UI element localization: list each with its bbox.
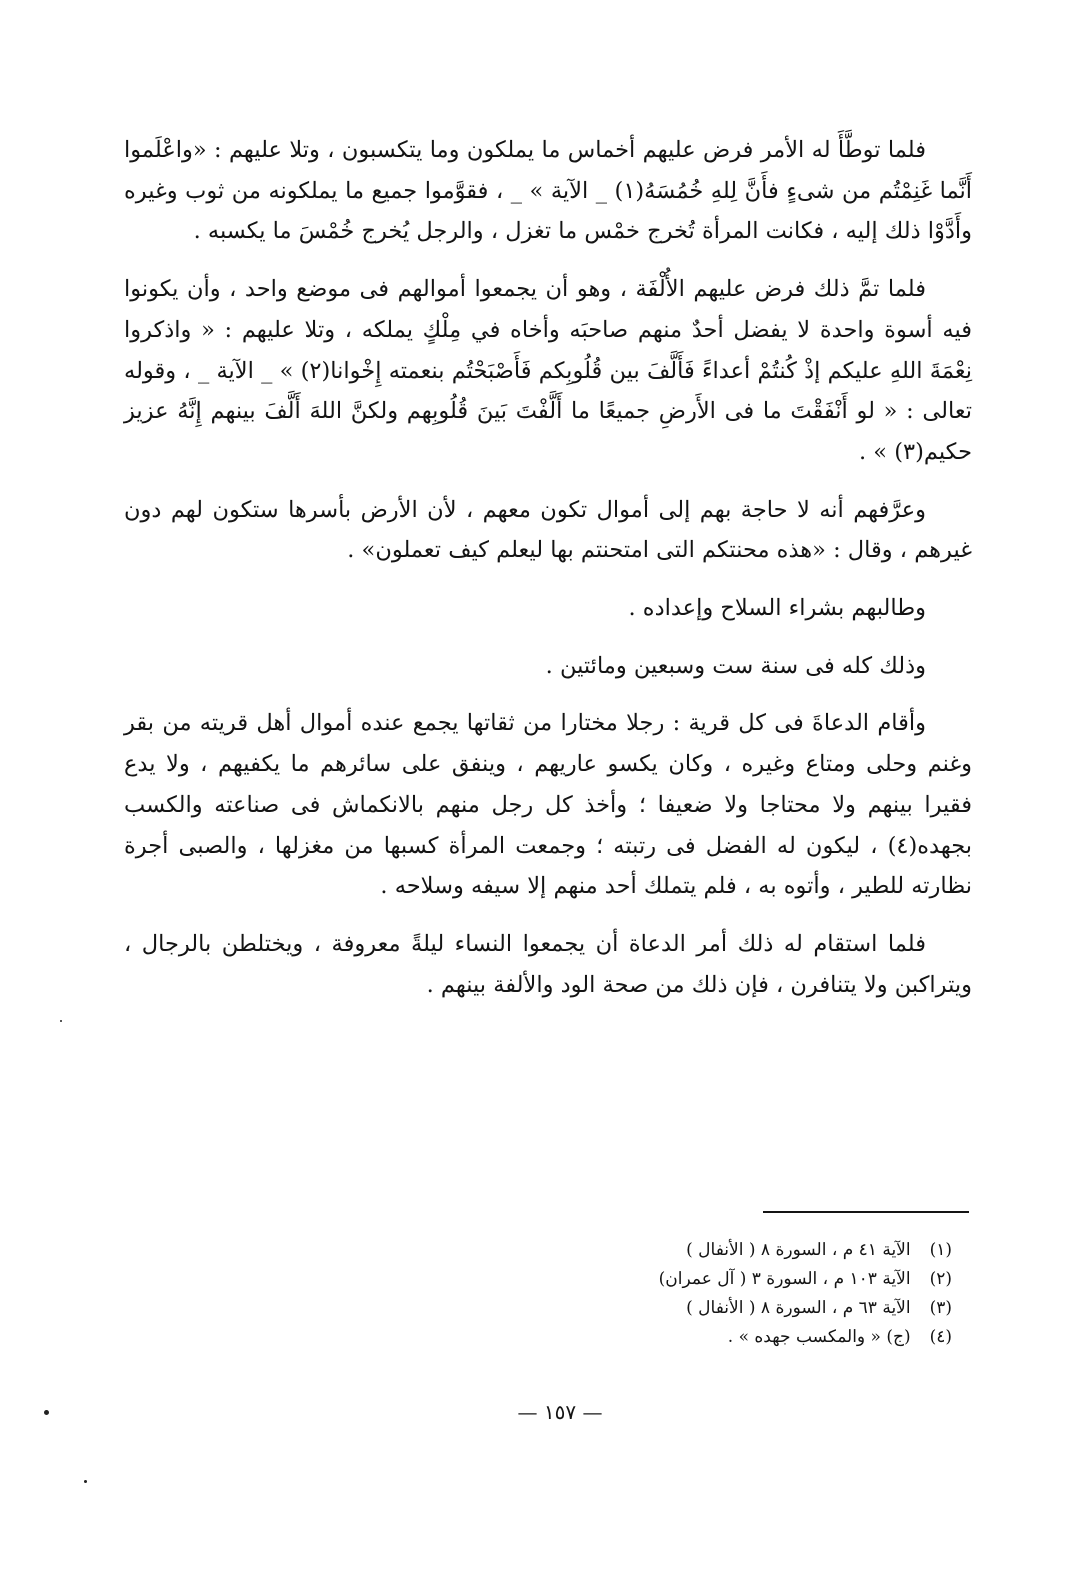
paragraph-7: فلما استقام له ذلك أمر الدعاة أن يجمعوا النساء ليلةً معروفة ، ويختلطن بالرجال ، ويتراكبن ولا يتنافرن ، فإن ذلك من صحة الود والألفة بينهم . [124, 930, 972, 998]
paragraph-3: وعرَّفهم أنه لا حاجة بهم إلى أموال تكون معهم ، لأن الأرض بأسرها ستكون لهم دون غيرهم ، وقال : «هذه محنتكم التى امتحنتم بها ليعلم كيف تعملون» . [124, 496, 972, 564]
footnote-separator [763, 1211, 969, 1213]
page-number: — ١٥٧ — [517, 1400, 603, 1424]
footnote-number: (٢) [929, 1269, 952, 1289]
footnote-number: (١) [929, 1240, 952, 1260]
scan-speck [44, 1410, 49, 1415]
paragraph-5: وذلك كله فى سنة ست وسبعين ومائتين . [545, 652, 926, 679]
footnote-2 [400, 1265, 952, 1294]
body-text [124, 130, 972, 1022]
paragraph-6: وأقام الدعاةَ فى كل قرية : رجلا مختارا من ثقاتها يجمع عنده أموال أهل قريته من بقر وغنم وحلى ومتاع وغيره ، وكان يكسو عاريهم ، وينفق على سائرهم ما يكفيهم ، ولا يدع فقيرا بينهم ولا محتاجا ولا ضعيفا ؛ وأخذ كل رجل منهم بالانكماش فى صناعته والكسب بجهده(٤) ، ليكون له الفضل فى رتبته ؛ وجمعت المرأة كسبها من مغزلها ، والصبى أجرة نظارته للطير ، وأتوه به ، فلم يتملك أحد منهم إلا سيفه وسلاحه . [124, 710, 972, 900]
footnote-text: الآية ٤١ م ، السورة ٨ ( الأنفال ) [686, 1240, 911, 1260]
footnote-1 [400, 1236, 952, 1265]
scan-speck [84, 1480, 87, 1483]
footnote-text: الآية ٦٣ م ، السورة ٨ ( الأنفال ) [686, 1298, 911, 1318]
scan-speck [60, 1020, 62, 1022]
footnote-number: (٤) [929, 1327, 952, 1347]
paragraph-4: وطالبهم بشراء السلاح وإعداده . [628, 595, 926, 622]
paragraph-2: فلما تمَّ ذلك فرض عليهم الأُلْفَة ، وهو أن يجمعوا أموالهم فى موضع واحد ، وأن يكونوا فيه أسوة واحدة لا يفضل أحدٌ منهم صاحبَه وأخاه في مِلْكٍ يملكه ، وتلا عليهم : « واذكروا نِعْمَةَ اللهِ عليكم إذْ كُنتُمْ أعداءً فَأَلَّفَ بين قُلُوبِكم فَأَصْبَحْتُم بنعمته إِخْوانا(٢) » _ الآية _ ، وقوله تعالى : « لو أَنْفَقْتَ ما فى الأَرضِ جميعًا ما أَلَّفْتَ بَينَ قُلُوبِهم ولكنَّ اللهَ أَلَّفَ بينهم إِنَّهُ عزيز حكيم(٣) » . [124, 276, 972, 465]
footnote-number: (٣) [929, 1298, 952, 1318]
footnote-3 [400, 1294, 952, 1323]
paragraph-1: فلما توطَّأَ له الأمر فرض عليهم أخماس ما يملكون وما يتكسبون ، وتلا عليهم : «واعْلَموا أَنَّما غَنِمْتُم من شىءٍ فأَنَّ لِلهِ خُمُسَهُ(١) _ الآية » _ ، فقوَّموا جميع ما يملكونه من ثوب وغيره وأَدَّوْا ذلك إليه ، فكانت المرأة تُخرج خمْس ما تغزل ، والرجل يُخرج خُمْسَ ما يكسبه . [124, 137, 972, 245]
footnote-text: (ج) « والمكسب جهده » . [727, 1327, 911, 1347]
footnote-text: الآية ١٠٣ م ، السورة ٣ ( آل عمران) [658, 1269, 911, 1289]
footnote-4 [400, 1323, 952, 1352]
footnotes [400, 1236, 952, 1352]
